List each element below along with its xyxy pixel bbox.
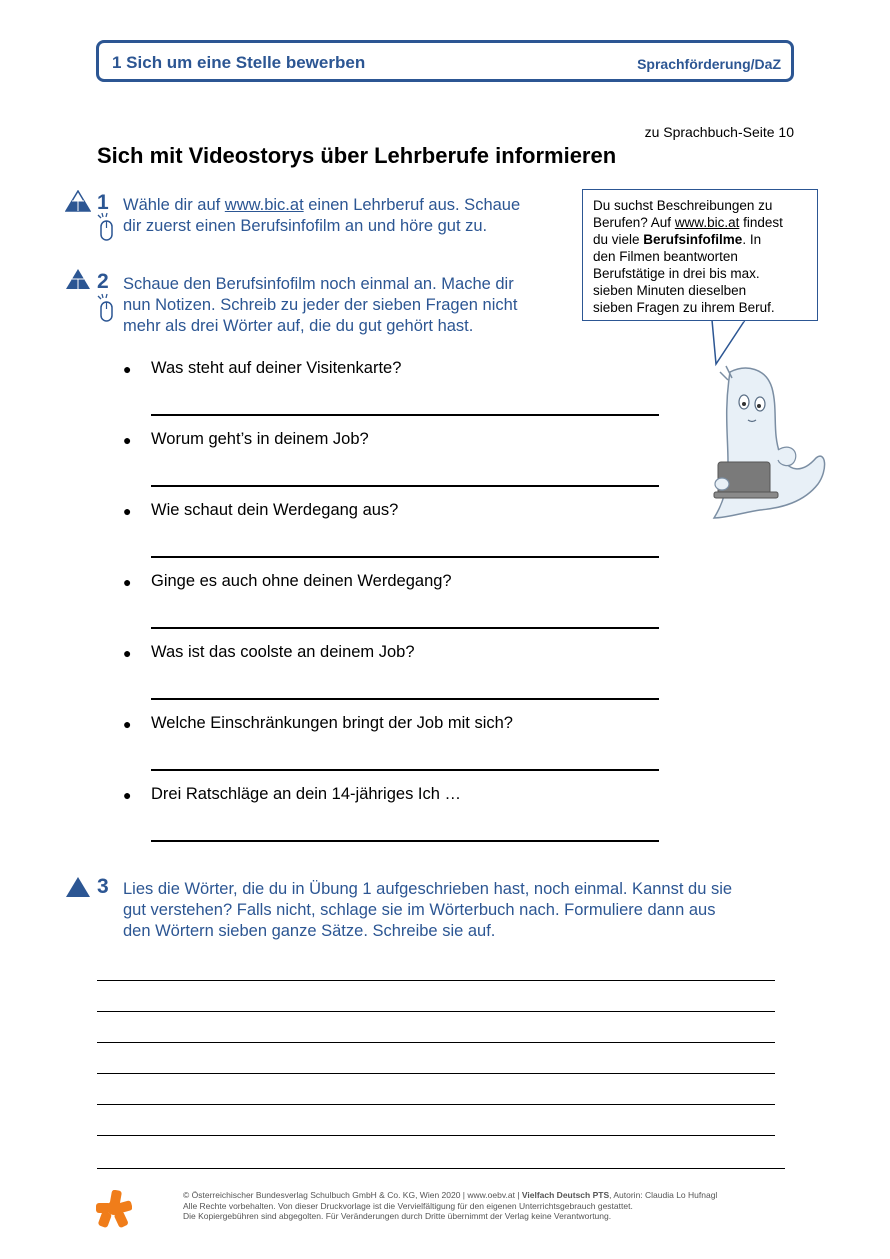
- info-callout: Du suchst Beschreibungen zu Berufen? Auf www.bic.at findest du viele Berufsinfofilme. In den Filmen beantworten Berufstätige in drei bis max. sieben Minuten dieselben sieben Fragen zu ihrem Beruf.: [582, 189, 818, 321]
- task-number: 2: [97, 270, 109, 293]
- chapter-title: 1 Sich um eine Stelle bewerben: [112, 53, 366, 72]
- writing-line[interactable]: [97, 1104, 775, 1105]
- task-number: 3: [97, 875, 109, 898]
- question-text: Drei Ratschläge an dein 14-jähriges Ich …: [151, 785, 461, 803]
- bic-link[interactable]: www.bic.at: [224, 196, 304, 214]
- task-instruction: Lies die Wörter, die du in Übung 1 aufgeschrieben hast, noch einmal. Kannst du sie gut verstehen? Falls nicht, schlage sie im Wörterbuch nach. Formuliere dann aus den Wörtern sieben ganze Sätze. Schreibe sie auf.: [123, 880, 733, 940]
- answer-line[interactable]: [151, 769, 659, 771]
- writing-line[interactable]: [97, 1042, 775, 1043]
- writing-line[interactable]: [97, 1168, 785, 1169]
- question-text: Welche Einschränkungen bringt der Job mit sich?: [151, 714, 513, 732]
- task-instruction: Schaue den Berufsinfofilm noch einmal an. Mache dir nun Notizen. Schreib zu jeder der sieben Fragen nicht mehr als drei Wörter auf, die du gut gehört hast.: [123, 275, 518, 335]
- task-number: 1: [97, 191, 109, 214]
- answer-line[interactable]: [151, 485, 659, 487]
- question-text: Was ist das coolste an deinem Job?: [151, 643, 415, 661]
- question-text: Wie schaut dein Werdegang aus?: [151, 501, 399, 519]
- page-reference: zu Sprachbuch-Seite 10: [644, 124, 794, 140]
- subject-label: Sprachförderung/DaZ: [637, 56, 781, 72]
- question-text: Was steht auf deiner Visitenkarte?: [151, 359, 402, 377]
- question-text: Ginge es auch ohne deinen Werdegang?: [151, 572, 452, 590]
- ghost-character-illustration: [706, 362, 836, 522]
- question-text: Worum geht’s in deinem Job?: [151, 430, 369, 448]
- publisher-logo: [96, 1190, 132, 1228]
- answer-line[interactable]: [151, 627, 659, 629]
- answer-line[interactable]: [151, 556, 659, 558]
- answer-line[interactable]: [151, 698, 659, 700]
- answer-line[interactable]: [151, 840, 659, 842]
- writing-line[interactable]: [97, 1135, 775, 1136]
- mouse-click-icon: [96, 293, 118, 323]
- writing-line[interactable]: [97, 1011, 775, 1012]
- callout-pointer: [700, 318, 750, 368]
- difficulty-triangle-icon: [65, 876, 91, 898]
- footer-copyright: © Österreichischer Bundesverlag Schulbuch GmbH & Co. KG, Wien 2020 | www.oebv.at | Vielfach Deutsch PTS, Autorin: Claudia Lo Hufnagl Alle Rechte vorbehalten. Von dieser Druckvorlage ist die Vervielfältigung für den eigenen Unterrichtsgebrauch gestattet. Die Kopiergebühren sind abgegolten. Für Veränderungen durch Dritte übernimmt der Verlag keine Verantwortung.: [183, 1190, 718, 1221]
- task-instruction: Wähle dir auf www.bic.at einen Lehrberuf aus. Schaue dir zuerst einen Berufsinfofilm an und höre gut zu.: [123, 196, 521, 235]
- writing-line[interactable]: [97, 980, 775, 981]
- mouse-click-icon: [96, 212, 118, 242]
- page-title: Sich mit Videostorys über Lehrberufe informieren: [97, 143, 617, 168]
- bic-link[interactable]: www.bic.at: [674, 215, 740, 230]
- header-box: [96, 40, 794, 82]
- writing-line[interactable]: [97, 1073, 775, 1074]
- answer-line[interactable]: [151, 414, 659, 416]
- difficulty-triangle-icon: [65, 268, 91, 290]
- difficulty-triangle-icon: [65, 190, 91, 212]
